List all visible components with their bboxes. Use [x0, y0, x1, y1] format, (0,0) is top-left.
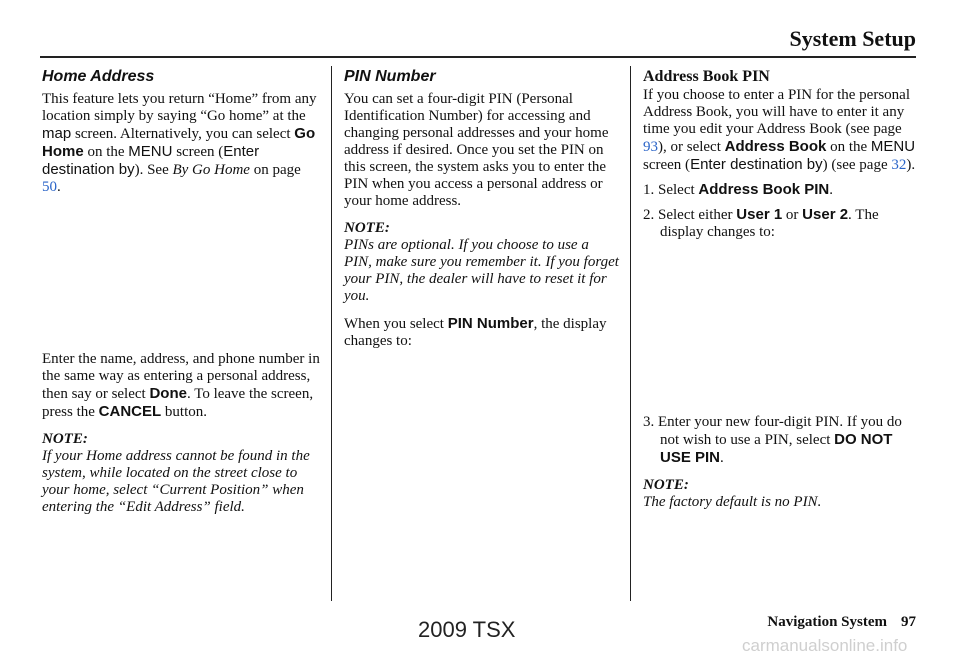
text: screen. Alternatively, you can select: [71, 126, 295, 142]
note-text: If your Home address cannot be found in the system, while located on the street close to your home, select “Current Position” when entering the “Edit Address” field.: [42, 448, 310, 515]
note-label: NOTE:: [344, 220, 390, 236]
page-link[interactable]: 32: [891, 157, 907, 173]
text: This feature lets you return “Home” from any location simply by saying “Go home” at the: [42, 91, 317, 124]
term: map: [42, 125, 72, 142]
term: MENU: [870, 138, 916, 155]
term: Address Book: [724, 138, 827, 155]
text: 1. Select: [643, 182, 699, 198]
header-rule: [40, 56, 916, 58]
term: Address Book PIN: [698, 181, 830, 198]
text: 3. Enter your new four-digit PIN. If you do not wish to use a PIN, select: [643, 414, 902, 448]
paragraph: You can set a four-digit PIN (Personal Identification Number) for accessing and changing personal addresses and your home address if desired. Once you set the PIN on this screen, the system asks you to enter the PIN when you access a personal address or your home address.: [344, 91, 609, 209]
note-label: NOTE:: [643, 477, 689, 493]
term: MENU: [128, 143, 173, 160]
paragraph: [643, 87, 919, 174]
text: By Go Home: [172, 162, 250, 178]
text: ), or select: [658, 139, 725, 155]
watermark: carmanualsonline.info: [742, 636, 908, 655]
column-address-book-pin: [643, 68, 919, 511]
text: ) (see page: [822, 157, 892, 173]
list-item: [643, 414, 919, 467]
term: User 2: [802, 206, 849, 223]
column-divider: [630, 66, 631, 601]
footer-label: Navigation System: [767, 614, 887, 630]
text: , the display changes to:: [344, 316, 607, 349]
term: Enter destination by: [42, 143, 260, 178]
text: button.: [161, 404, 207, 420]
text: on the: [83, 144, 129, 160]
text: screen (: [643, 157, 691, 173]
column-pin-number: [344, 68, 620, 350]
text: .: [829, 182, 834, 198]
section-heading: Address Book PIN: [643, 68, 770, 85]
note-text: The factory default is no PIN.: [643, 494, 822, 510]
text: on page: [249, 162, 301, 178]
list-item: [643, 181, 919, 199]
term: DO NOT USE PIN: [660, 431, 893, 466]
paragraph: [42, 351, 322, 421]
page-number: 97: [901, 614, 916, 630]
term: Done: [149, 385, 187, 402]
text: screen (: [172, 144, 224, 160]
column-home-address: [42, 68, 322, 516]
text: When you select: [344, 316, 448, 332]
text: .: [720, 450, 724, 466]
section-heading: Home Address: [42, 68, 155, 85]
section-heading: PIN Number: [344, 68, 436, 85]
text: ).: [906, 157, 916, 173]
note-text: PINs are optional. If you choose to use a PIN, make sure you remember it. If you forget your PIN, the dealer will have to reset it for you.: [344, 237, 619, 304]
text: . The display changes to:: [660, 207, 879, 240]
text: ). See: [134, 162, 173, 178]
term: Enter destination by: [690, 156, 823, 173]
term: User 1: [736, 206, 783, 223]
page-title: System Setup: [789, 26, 916, 51]
text: or: [782, 207, 803, 223]
note-label: NOTE:: [42, 431, 88, 447]
paragraph: [344, 315, 620, 350]
footer-nav: [767, 614, 916, 631]
text: .: [57, 179, 61, 195]
page-link[interactable]: 93: [643, 139, 658, 155]
model-label: 2009 TSX: [418, 617, 516, 642]
term: CANCEL: [98, 403, 162, 420]
paragraph: [42, 91, 322, 196]
page-link[interactable]: 50: [42, 179, 57, 195]
text: on the: [826, 139, 871, 155]
column-divider: [331, 66, 332, 601]
text: . To leave the screen, press the: [42, 386, 314, 420]
list-item: [643, 206, 919, 241]
term: PIN Number: [447, 315, 534, 332]
text: 2. Select either: [643, 207, 737, 223]
text: Enter the name, address, and phone number in the same way as entering a personal address, then say or select: [42, 351, 320, 402]
text: If you choose to enter a PIN for the personal Address Book, you will have to enter it any time you edit your Address Book (see page: [643, 87, 910, 137]
term: Go Home: [42, 125, 316, 160]
